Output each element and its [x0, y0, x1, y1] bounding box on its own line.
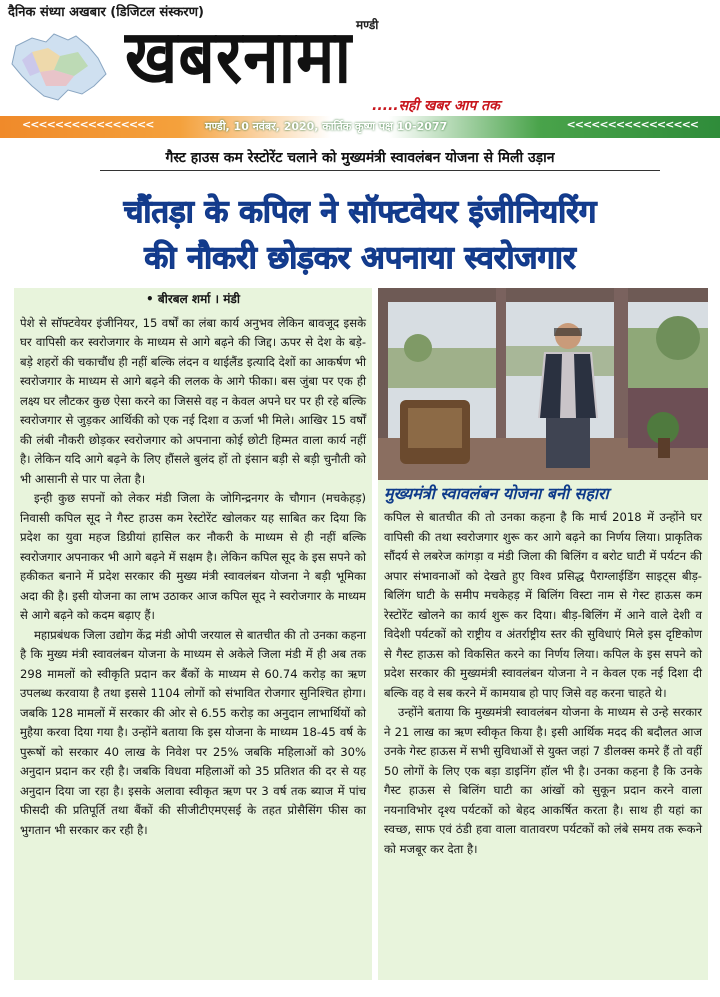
paragraph: महाप्रबंधक जिला उद्योग केंद्र मंडी ओपी जरयाल से बातचीत की तो उनका कहना है कि मुख्य मंत्री स्वावलंबन योजना के माध्यम से अकेले जिला मंडी में ही अब तक 298 मामलों को स्वीकृति प्रदान कर बैंकों के माध्यम से 60.74 करोड़ का ऋण उपलब्ध करवाया है तथा इससे 1104 लोगों को संभावित रोजगार सुनिश्चित होगा। जबकि 128 मामलों में सरकार की ओर से 6.55 करोड़ का अनुदान लाभार्थियों को मुहैया करवा दिया गया है। उन्होंने बताया कि इस योजना के माध्यम 18-45 वर्ष के पुरूषों को सरकार 40 लाख के निवेश पर 25% जबकि महिलाओं को 30% अनुदान प्रदान कर रही है। जबकि विधवा महिलाओं को 35 प्रतिशत की दर से यह अनुदान दिया जा रहा है। इसके अलावा स्वीकृत ऋण पर 3 वर्ष तक ब्याज में पांच फीसदी की प्रतिपूर्ति तथा बैंकों की सीजीटीएमएसई के तहत प्रोसैसिंग फीस का भुगतान भी सरकार कर रही है। — [20, 627, 366, 837]
headline-line-2: की नौकरी छोड़कर अपनाया स्वरोजगार — [144, 240, 576, 276]
newspaper-slogan: .....सही खबर आप तक — [372, 98, 500, 114]
masthead — [0, 0, 720, 120]
paragraph: पेशे से सॉफ्टवेयर इंजीनियर, 15 वर्षों का लंबा कार्य अनुभव लेकिन बावजूद इसके घर वापिसी कर स्वरोजगार के माध्यम से आगे बढ़ने की जिद्द। ऊपर से देश के बड़े-बड़े शहरों की चकाचौंध ही नहीं बल्कि लंदन व थाईलैंड इत्यादि देशों का आकर्षण भी स्वरोजगार के माध्यम से आगे बढ़ने की ललक के आगे फीका। बस जुंबा पर एक ही लक्ष्य घर लौटकर कुछ ऐसा करने का जिससे वह न केवल अपने घर पर ही रहे बल्कि स्वरोजगार से जुड़कर आर्थिकी को एक नई दिशा व ऊर्जा भी मिले। आखिर 15 वर्षों की लंबी नौकरी छोड़कर स्वरोजगार को अपनाना कोई छोटी हिम्मत वाला कार्य नहीं है। लेकिन यदि आगे बढ़ने के लिए हौंसले बुलंद हों तो इंसान बड़ी से बड़ी चुनौती को भी आसानी से पार पा लेता है। — [20, 315, 366, 486]
dateline: मण्डी, 10 नवंबर, 2020, कार्तिक कृष्ण पक्ष 10-2077 — [205, 120, 448, 133]
article-left-column — [14, 288, 372, 980]
paragraph: इन्ही कुछ सपनों को लेकर मंडी जिला के जोगिन्द्रनगर के चौगान (मचकेहड़) निवासी कपिल सूद ने गैस्ट हाउस कम रेस्टोरेंट खोलकर यह साबित कर दिया कि प्रदेश का युवा महज डिग्रीयां हासिल कर नौकरी के माध्यम से ही नहीं बल्कि स्वरोजगार अपनाकर भी आगे बढ़ने में सक्षम है। लेकिन कपिल सूद के इस सपने को हकीकत बनाने में प्रदेश सरकार की मुख्य मंत्री स्वावलंबन योजना ने बड़ी भूमिका अदा की है। इसी योजना का लाभ उठाकर आज कपिल सूद ने स्वरोजगार के माध्यम से आगे बढ़ने को कदम बढ़ाए हैं। — [20, 491, 366, 622]
photo-illustration — [378, 288, 708, 480]
date-strip — [0, 116, 720, 138]
article-right-column — [378, 288, 708, 980]
masthead-tagline: दैनिक संध्या अखबार (डिजिटल संस्करण) — [8, 5, 204, 20]
strip-decoration-right: <<<<<<<<<<<<<<<< — [566, 118, 698, 131]
edition-name: मण्डी — [356, 18, 379, 32]
byline: • बीरबल शर्मा । मंडी — [146, 292, 240, 306]
article-kicker: गैस्ट हाउस कम रेस्टोरेंट चलाने को मुख्यमंत्री स्वावलंबन योजना से मिली उड़ान — [165, 150, 555, 166]
headline-line-1: चौंतड़ा के कपिल ने सॉफ्टवेयर इंजीनियरिंग — [123, 194, 597, 230]
article-subhead: मुख्यमंत्री स्वावलंबन योजना बनी सहारा — [384, 484, 609, 503]
newspaper-title: खबरनामा — [125, 15, 353, 101]
strip-decoration-left: <<<<<<<<<<<<<<<< — [22, 118, 154, 131]
state-map-illustration — [2, 16, 122, 116]
kicker-underline — [100, 170, 660, 171]
article-right-body — [378, 508, 708, 859]
article-photo — [378, 288, 708, 480]
paragraph: कपिल से बातचीत की तो उनका कहना है कि मार्च 2018 में उन्होंने घर वापिसी की तथा स्वरोजगार शुरू कर आगे बढ़ने का निर्णय लिया। प्राकृतिक सौंदर्य से लबरेज कांगड़ा व मंडी जिला की बिलिंग व बरोट घाटी में पर्यटन की अपार संभावनाओं को देखते हुए विश्व प्रसिद्ध पैराग्लाईडिंग साइट्स बीड़-बिलिंग घाटी के समीप मचकेहड़ में बिलिंग विस्टा नाम से गेस्ट हाऊस कम रेस्टोरेंट खोलने का कार्य शुरू कर दिया। बीड़-बिलिंग में आने वाले देशी व विदेशी पर्यटकों को राष्ट्रीय व अंतर्राष्ट्रीय स्तर की सुविधाएं मिले इस दृष्टिकोण से गैस्ट हाऊस को विकसित करने का निर्णय लिया। कपिल के इस सपने को प्रदेश सरकार की मुख्यमंत्री स्वावलंबन योजना ने न केवल एक नई दिशा दी बल्कि वह वे सब करने में कामयाब हो पाए जिसे वह करना चाहते थे। — [384, 510, 702, 700]
paragraph: उन्होंने बताया कि मुख्यमंत्री स्वावलंबन योजना के माध्यम से उन्हे सरकार ने 21 लाख का ऋण स्वीकृत किया है। इसी आर्थिक मदद की बदौलत आज उनके गेस्ट हाऊस में सभी सुविधाओं से युक्त जहां 7 डीलक्स कमरे हैं तो वहीं 50 लोगों के लिए एक बड़ा डाइनिंग हॉल भी है। उनका कहना है कि उनके गैस्ट हाऊस से बिलिंग घाटी का आंखों को सुकून प्रदान करने वाला नयनाविभोर दृश्य पर्यटकों को बेहद आकर्षित करता है। साथ ही यहां का स्वच्छ, साफ एवं ठंडी हवा वाला वातावरण पर्यटकों को लंबे समय तक रूकने को मजबूर कर देता है। — [384, 705, 702, 856]
